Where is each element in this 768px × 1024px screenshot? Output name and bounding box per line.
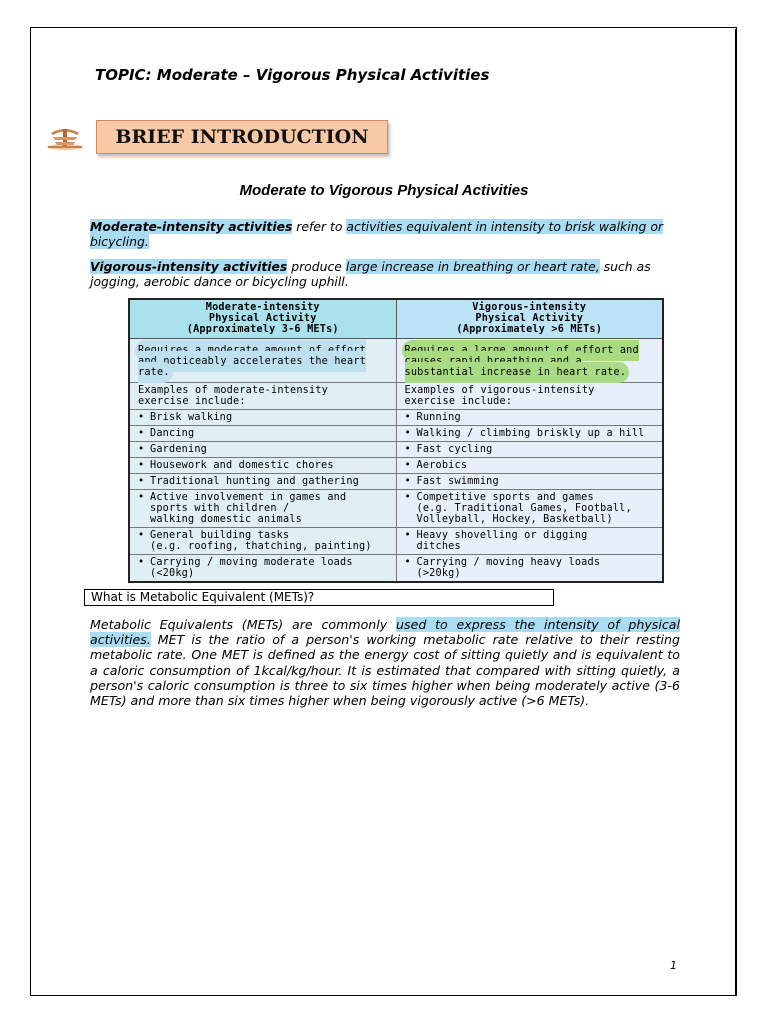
table-row-requirement bbox=[129, 339, 663, 383]
examples-vigorous: Examples of vigorous-intensity exercise include: bbox=[396, 383, 663, 410]
vigorous-example-item bbox=[405, 476, 655, 487]
bullet-icon: • bbox=[138, 412, 145, 423]
requirement-vigorous: Requires a large amount of effort and causes rapid breathing and a substantial increase in heart rate. bbox=[404, 345, 639, 378]
bullet-icon: • bbox=[138, 444, 145, 455]
moderate-example-item bbox=[138, 492, 388, 525]
bullet-icon: • bbox=[404, 444, 411, 455]
bullet-icon: • bbox=[138, 476, 145, 487]
vigorous-highlight: large increase in breathing or heart rate, bbox=[345, 259, 600, 274]
bullet-icon: • bbox=[138, 530, 145, 541]
bullet-icon: • bbox=[404, 476, 411, 487]
vigorous-example-cell bbox=[396, 442, 663, 458]
moderate-term: Moderate-intensity activities bbox=[90, 219, 293, 234]
vigorous-example-item bbox=[405, 530, 655, 552]
table-row bbox=[129, 410, 663, 426]
moderate-mid-text: refer to bbox=[292, 219, 347, 234]
vigorous-example-text: Fast cycling bbox=[416, 444, 493, 455]
met-mid-text: are commonly bbox=[283, 617, 397, 632]
table-row bbox=[129, 458, 663, 474]
moderate-example-text: Gardening bbox=[150, 444, 208, 455]
table-row bbox=[129, 474, 663, 490]
table-row bbox=[129, 528, 663, 555]
bullet-icon: • bbox=[404, 557, 411, 568]
moderate-example-item bbox=[138, 476, 388, 487]
vigorous-example-cell bbox=[396, 490, 663, 528]
vigorous-example-cell bbox=[396, 410, 663, 426]
moderate-example-item bbox=[138, 412, 388, 423]
vigorous-mid-text: produce bbox=[287, 259, 346, 274]
vigorous-example-text: Carrying / moving heavy loads (>20kg) bbox=[416, 557, 601, 579]
moderate-example-cell bbox=[129, 458, 396, 474]
vigorous-example-text: Heavy shovelling or digging ditches bbox=[416, 530, 588, 552]
bullet-icon: • bbox=[138, 428, 145, 439]
moderate-example-cell bbox=[129, 442, 396, 458]
bullet-icon: • bbox=[138, 492, 145, 503]
table-row-examples-intro bbox=[129, 383, 663, 410]
vigorous-example-item bbox=[405, 557, 655, 579]
moderate-example-item bbox=[138, 460, 388, 471]
vigorous-term: Vigorous-intensity activities bbox=[90, 259, 288, 274]
vigorous-paragraph bbox=[90, 259, 680, 289]
page-number: 1 bbox=[670, 959, 677, 972]
moderate-paragraph bbox=[90, 219, 680, 249]
vigorous-example-cell bbox=[396, 458, 663, 474]
vigorous-example-text: Aerobics bbox=[416, 460, 468, 471]
table-row bbox=[129, 555, 663, 583]
moderate-example-text: Carrying / moving moderate loads (<20kg) bbox=[150, 557, 353, 579]
moderate-example-item bbox=[138, 557, 388, 579]
moderate-example-cell bbox=[129, 528, 396, 555]
vigorous-example-cell bbox=[396, 528, 663, 555]
vigorous-example-item bbox=[405, 428, 655, 439]
requirement-moderate-cell bbox=[129, 339, 396, 383]
requirement-moderate: Requires a moderate amount of effort and noticeably accelerates the heart rate. bbox=[138, 345, 367, 378]
vigorous-example-text: Running bbox=[416, 412, 461, 423]
vigorous-example-item bbox=[405, 412, 655, 423]
vigorous-rest-text: such as jogging, aerobic dance or bicycling uphill. bbox=[90, 259, 651, 289]
moderate-example-cell bbox=[129, 410, 396, 426]
met-paragraph bbox=[90, 617, 680, 708]
moderate-example-item bbox=[138, 428, 388, 439]
table-row bbox=[129, 426, 663, 442]
header-moderate: Moderate-intensity Physical Activity (Approximately 3-6 METs) bbox=[129, 299, 396, 339]
vigorous-example-item bbox=[405, 444, 655, 455]
moderate-example-text: Active involvement in games and sports with children / walking domestic animals bbox=[150, 492, 347, 525]
met-term: Metabolic Equivalents (METs) bbox=[90, 617, 284, 632]
moderate-example-text: General building tasks (e.g. roofing, thatching, painting) bbox=[150, 530, 372, 552]
bullet-icon: • bbox=[404, 412, 411, 423]
vigorous-example-cell bbox=[396, 474, 663, 490]
requirement-vigorous-cell bbox=[396, 339, 663, 383]
bullet-icon: • bbox=[404, 530, 411, 541]
vigorous-example-text: Fast swimming bbox=[416, 476, 499, 487]
moderate-example-cell bbox=[129, 490, 396, 528]
bullet-icon: • bbox=[404, 492, 411, 503]
bullet-icon: • bbox=[404, 460, 411, 471]
vigorous-example-text: Competitive sports and games (e.g. Traditional Games, Football, Volleyball, Hockey, Basketball) bbox=[416, 492, 632, 525]
table-row bbox=[129, 442, 663, 458]
moderate-example-text: Dancing bbox=[150, 428, 195, 439]
moderate-example-item bbox=[138, 530, 388, 552]
header-vigorous: Vigorous-intensity Physical Activity (Approximately >6 METs) bbox=[396, 299, 663, 339]
moderate-example-item bbox=[138, 444, 388, 455]
moderate-example-text: Housework and domestic chores bbox=[150, 460, 334, 471]
moderate-example-cell bbox=[129, 474, 396, 490]
topic-heading: TOPIC: Moderate – Vigorous Physical Activities bbox=[95, 66, 490, 84]
table-header-row bbox=[129, 299, 663, 339]
vigorous-example-text: Walking / climbing briskly up a hill bbox=[416, 428, 645, 439]
bullet-icon: • bbox=[138, 557, 145, 568]
section-banner: BRIEF INTRODUCTION bbox=[96, 120, 388, 154]
vigorous-example-item bbox=[405, 492, 655, 525]
met-highlight: used to express the intensity of physical activities. bbox=[90, 617, 680, 648]
moderate-example-cell bbox=[129, 426, 396, 442]
met-question-box: What is Metabolic Equivalent (METs)? bbox=[84, 589, 554, 606]
moderate-example-text: Brisk walking bbox=[150, 412, 233, 423]
moderate-example-cell bbox=[129, 555, 396, 583]
bullet-icon: • bbox=[138, 460, 145, 471]
vigorous-example-item bbox=[405, 460, 655, 471]
section-subtitle: Moderate to Vigorous Physical Activities bbox=[239, 182, 529, 199]
vigorous-example-cell bbox=[396, 426, 663, 442]
bullet-icon: • bbox=[404, 428, 411, 439]
book-stand-icon bbox=[45, 123, 85, 153]
activity-comparison-table bbox=[128, 298, 664, 583]
moderate-example-text: Traditional hunting and gathering bbox=[150, 476, 360, 487]
examples-moderate: Examples of moderate-intensity exercise include: bbox=[129, 383, 396, 410]
moderate-highlight: activities equivalent in intensity to brisk walking or bicycling. bbox=[90, 219, 664, 249]
table-row bbox=[129, 490, 663, 528]
met-rest-text: MET is the ratio of a person's working metabolic rate relative to their resting metabolic rate. One MET is defined as the energy cost of sitting quietly and is equivalent to a caloric consumption of 1kcal/kg/hour. It is estimated that compared with sitting quietly, a person's caloric consumption is three to six times higher when being moderately active (3-6 METs) and more than six times higher when being vigorously active (>6 METs). bbox=[90, 632, 680, 709]
vigorous-example-cell bbox=[396, 555, 663, 583]
